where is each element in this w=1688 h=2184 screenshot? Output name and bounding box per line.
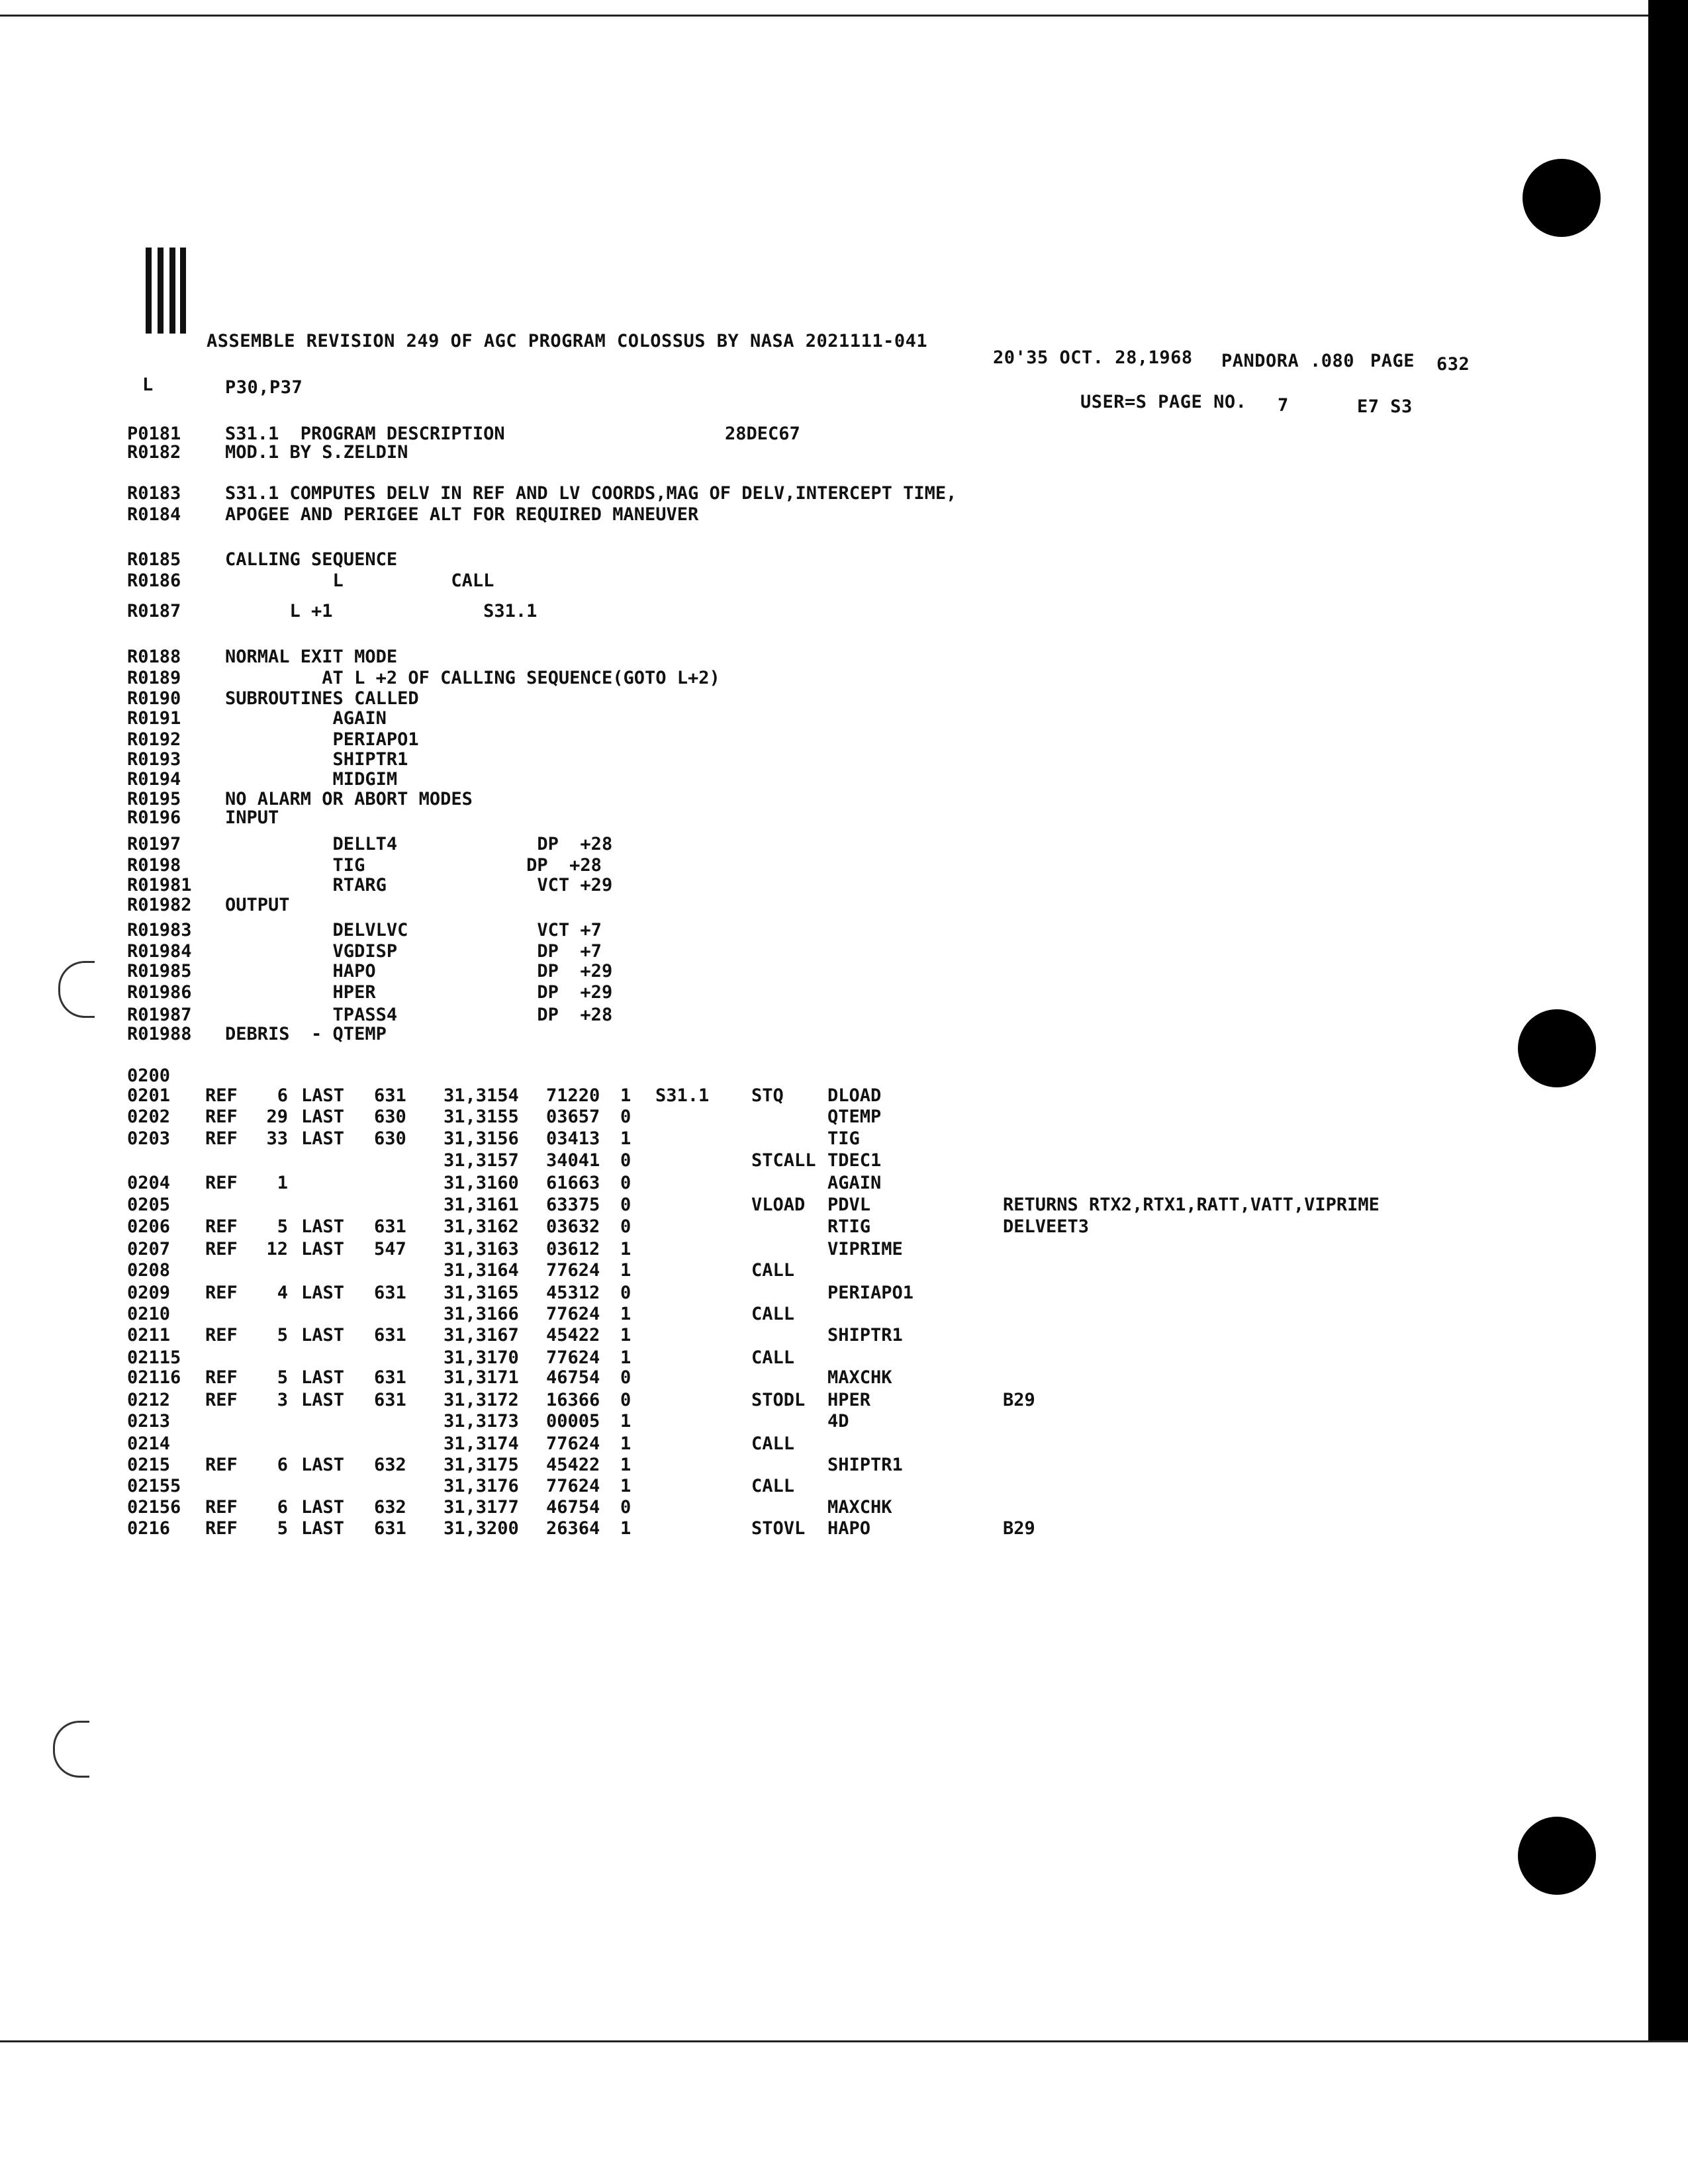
code-id: 0212: [127, 1390, 171, 1410]
line-id: R01986: [127, 982, 192, 1003]
code-oct: 77624: [546, 1433, 600, 1454]
line-id: R0196: [127, 807, 181, 828]
code-oct: 03413: [546, 1128, 600, 1149]
code-arg: SHIPTR1: [827, 1455, 903, 1475]
code-refn: 29: [266, 1107, 288, 1127]
code-oct: 46754: [546, 1497, 600, 1518]
code-bit: 1: [620, 1411, 632, 1432]
code-ref: REF: [205, 1283, 238, 1303]
code-bit: 1: [620, 1476, 632, 1496]
assembly-title: ASSEMBLE REVISION 249 OF AGC PROGRAM COLOSSUS BY NASA 2021111-041: [207, 331, 928, 351]
code-refn: 6: [277, 1497, 288, 1518]
machine-name: PANDORA .080: [1221, 351, 1355, 371]
code-oct: 16366: [546, 1390, 600, 1410]
code-page: 630: [374, 1128, 406, 1149]
code-bit: 1: [620, 1304, 632, 1324]
code-bit: 1: [620, 1260, 632, 1281]
code-arg: PERIAPO1: [827, 1283, 914, 1303]
code-page: 631: [374, 1085, 406, 1106]
code-oct: 61663: [546, 1173, 600, 1193]
code-ref: REF: [205, 1497, 238, 1518]
code-refn: 1: [277, 1173, 288, 1193]
code-last: LAST: [301, 1107, 345, 1127]
code-id: 0201: [127, 1085, 171, 1106]
code-op: STQ: [751, 1085, 784, 1106]
code-bit: 0: [620, 1367, 632, 1388]
code-bit: 1: [620, 1239, 632, 1259]
line-text: HAPO DP +29: [225, 961, 613, 981]
code-bit: 0: [620, 1390, 632, 1410]
code-arg: SHIPTR1: [827, 1325, 903, 1345]
code-addr: 31,3200: [444, 1518, 519, 1539]
code-cmt: B29: [1003, 1390, 1035, 1410]
line-text: DEBRIS - QTEMP: [225, 1024, 387, 1044]
code-refn: 5: [277, 1325, 288, 1345]
line-text: MOD.1 BY S.ZELDIN: [225, 442, 408, 463]
code-last: LAST: [301, 1325, 345, 1345]
code-id: 0209: [127, 1283, 171, 1303]
code-id: 02116: [127, 1367, 181, 1388]
line-date: 28DEC67: [725, 424, 800, 444]
code-bit: 0: [620, 1173, 632, 1193]
code-addr: 31,3175: [444, 1455, 519, 1475]
line-text: SUBROUTINES CALLED: [225, 688, 419, 709]
code-op: CALL: [751, 1347, 795, 1368]
code-oct: 77624: [546, 1476, 600, 1496]
code-arg: AGAIN: [827, 1173, 882, 1193]
line-id: R01984: [127, 941, 192, 962]
line-id: R01988: [127, 1024, 192, 1044]
code-bit: 1: [620, 1325, 632, 1345]
code-refn: 33: [266, 1128, 288, 1149]
code-addr: 31,3163: [444, 1239, 519, 1259]
line-text: PERIAPO1: [225, 729, 419, 750]
line-text: MIDGIM: [225, 769, 398, 790]
code-page: 631: [374, 1283, 406, 1303]
code-addr: 31,3170: [444, 1347, 519, 1368]
code-op: VLOAD: [751, 1195, 806, 1215]
code-refn: 6: [277, 1455, 288, 1475]
code-refn: 12: [266, 1239, 288, 1259]
code-addr: 31,3176: [444, 1476, 519, 1496]
line-text: L +1 S31.1: [225, 601, 538, 621]
code-refn: 6: [277, 1085, 288, 1106]
code-id: 0210: [127, 1304, 171, 1324]
code-arg: RTIG: [827, 1216, 871, 1237]
line-text: OUTPUT: [225, 895, 290, 915]
code-oct: 77624: [546, 1347, 600, 1368]
code-refn: 3: [277, 1390, 288, 1410]
user-page-label: USER=S PAGE NO.: [1080, 392, 1247, 412]
line-id: R0186: [127, 570, 181, 591]
code-addr: 31,3165: [444, 1283, 519, 1303]
code-ref: REF: [205, 1128, 238, 1149]
code-oct: 34041: [546, 1150, 600, 1171]
line-text: TIG DP +28: [225, 855, 602, 876]
line-id: R0191: [127, 708, 181, 729]
line-id: R01982: [127, 895, 192, 915]
log-section-l: L: [142, 375, 154, 395]
line-text: AT L +2 OF CALLING SEQUENCE(GOTO L+2): [225, 668, 720, 688]
code-oct: 77624: [546, 1304, 600, 1324]
page-label: PAGE: [1370, 351, 1415, 371]
code-bit: 0: [620, 1497, 632, 1518]
code-refn: 5: [277, 1216, 288, 1237]
line-text: TPASS4 DP +28: [225, 1005, 613, 1025]
line-id: P0181: [127, 424, 181, 444]
code-refn: 5: [277, 1367, 288, 1388]
code-last: LAST: [301, 1497, 345, 1518]
line-text: INPUT: [225, 807, 279, 828]
code-ref: REF: [205, 1173, 238, 1193]
line-id: R0182: [127, 442, 181, 463]
line-id: R0189: [127, 668, 181, 688]
line-id: R01985: [127, 961, 192, 981]
code-ref: REF: [205, 1455, 238, 1475]
code-bit: 0: [620, 1195, 632, 1215]
code-addr: 31,3162: [444, 1216, 519, 1237]
code-op: STCALL: [751, 1150, 816, 1171]
user-page-extra: E7 S3: [1357, 396, 1413, 417]
code-ref: REF: [205, 1107, 238, 1127]
code-page: 630: [374, 1107, 406, 1127]
line-id: R0185: [127, 549, 181, 570]
line-text: RTARG VCT +29: [225, 875, 613, 895]
line-text: DELLT4 DP +28: [225, 834, 613, 854]
code-arg: TIG: [827, 1128, 860, 1149]
line-text: L CALL: [225, 570, 494, 591]
code-page: 547: [374, 1239, 406, 1259]
code-id: 0215: [127, 1455, 171, 1475]
code-id: 0202: [127, 1107, 171, 1127]
code-bit: 1: [620, 1518, 632, 1539]
code-id: 0204: [127, 1173, 171, 1193]
code-arg: HPER: [827, 1390, 871, 1410]
code-addr: 31,3161: [444, 1195, 519, 1215]
code-id: 0214: [127, 1433, 171, 1454]
code-oct: 26364: [546, 1518, 600, 1539]
code-page: 631: [374, 1216, 406, 1237]
code-bit: 1: [620, 1347, 632, 1368]
line-id: R01981: [127, 875, 192, 895]
code-cmt: DELVEET3: [1003, 1216, 1090, 1237]
line-text: S31.1 COMPUTES DELV IN REF AND LV COORDS,MAG OF DELV,INTERCEPT TIME,: [225, 483, 957, 504]
code-oct: 45422: [546, 1455, 600, 1475]
code-ref: REF: [205, 1216, 238, 1237]
code-refn: 5: [277, 1518, 288, 1539]
code-id: 0216: [127, 1518, 171, 1539]
code-arg: MAXCHK: [827, 1367, 892, 1388]
code-last: LAST: [301, 1367, 345, 1388]
code-last: LAST: [301, 1128, 345, 1149]
code-id: 0200: [127, 1066, 171, 1086]
line-id: R0192: [127, 729, 181, 750]
code-addr: 31,3157: [444, 1150, 519, 1171]
line-id: R0194: [127, 769, 181, 790]
code-bit: 0: [620, 1283, 632, 1303]
code-id: 0206: [127, 1216, 171, 1237]
code-bit: 0: [620, 1150, 632, 1171]
code-bit: 0: [620, 1216, 632, 1237]
code-id: 0208: [127, 1260, 171, 1281]
code-id: 0211: [127, 1325, 171, 1345]
code-oct: 03632: [546, 1216, 600, 1237]
line-id: R0198: [127, 855, 181, 876]
code-ref: REF: [205, 1367, 238, 1388]
line-id: R0188: [127, 647, 181, 667]
line-text: HPER DP +29: [225, 982, 613, 1003]
code-last: LAST: [301, 1455, 345, 1475]
line-id: R0187: [127, 601, 181, 621]
code-addr: 31,3166: [444, 1304, 519, 1324]
code-id: 0205: [127, 1195, 171, 1215]
code-page: 631: [374, 1518, 406, 1539]
line-id: R0183: [127, 483, 181, 504]
code-refn: 4: [277, 1283, 288, 1303]
line-id: R01983: [127, 920, 192, 940]
code-oct: 03657: [546, 1107, 600, 1127]
code-arg: PDVL: [827, 1195, 871, 1215]
code-id: 0207: [127, 1239, 171, 1259]
line-id: R01987: [127, 1005, 192, 1025]
code-arg: HAPO: [827, 1518, 871, 1539]
line-text: AGAIN: [225, 708, 387, 729]
code-id: 0203: [127, 1128, 171, 1149]
code-addr: 31,3164: [444, 1260, 519, 1281]
line-id: R0190: [127, 688, 181, 709]
log-section: P30,P37: [225, 377, 303, 398]
code-bit: 1: [620, 1085, 632, 1106]
code-bit: 1: [620, 1433, 632, 1454]
code-last: LAST: [301, 1390, 345, 1410]
code-addr: 31,3171: [444, 1367, 519, 1388]
code-last: LAST: [301, 1085, 345, 1106]
code-arg: MAXCHK: [827, 1497, 892, 1518]
code-op: CALL: [751, 1476, 795, 1496]
code-oct: 46754: [546, 1367, 600, 1388]
code-page: 631: [374, 1367, 406, 1388]
line-text: CALLING SEQUENCE: [225, 549, 398, 570]
line-text: NO ALARM OR ABORT MODES: [225, 789, 473, 809]
code-bit: 1: [620, 1455, 632, 1475]
code-page: 632: [374, 1497, 406, 1518]
code-oct: 63375: [546, 1195, 600, 1215]
code-addr: 31,3172: [444, 1390, 519, 1410]
code-last: LAST: [301, 1216, 345, 1237]
code-op: STOVL: [751, 1518, 806, 1539]
code-oct: 45312: [546, 1283, 600, 1303]
code-bit: 0: [620, 1107, 632, 1127]
code-ref: REF: [205, 1325, 238, 1345]
code-addr: 31,3156: [444, 1128, 519, 1149]
code-op: STODL: [751, 1390, 806, 1410]
line-text: APOGEE AND PERIGEE ALT FOR REQUIRED MANEUVER: [225, 504, 699, 525]
line-id: R0193: [127, 749, 181, 770]
code-arg: VIPRIME: [827, 1239, 903, 1259]
code-oct: 03612: [546, 1239, 600, 1259]
code-cmt: B29: [1003, 1518, 1035, 1539]
code-arg: QTEMP: [827, 1107, 882, 1127]
code-addr: 31,3177: [444, 1497, 519, 1518]
code-op: CALL: [751, 1260, 795, 1281]
code-ref: REF: [205, 1239, 238, 1259]
code-arg: TDEC1: [827, 1150, 882, 1171]
code-op: CALL: [751, 1433, 795, 1454]
code-arg: DLOAD: [827, 1085, 882, 1106]
code-oct: 77624: [546, 1260, 600, 1281]
code-bit: 1: [620, 1128, 632, 1149]
code-last: LAST: [301, 1518, 345, 1539]
code-addr: 31,3155: [444, 1107, 519, 1127]
line-text: VGDISP DP +7: [225, 941, 602, 962]
code-cmt: RETURNS RTX2,RTX1,RATT,VATT,VIPRIME: [1003, 1195, 1380, 1215]
code-addr: 31,3173: [444, 1411, 519, 1432]
code-addr: 31,3174: [444, 1433, 519, 1454]
code-ref: REF: [205, 1085, 238, 1106]
line-id: R0197: [127, 834, 181, 854]
assembly-timestamp: 20'35 OCT. 28,1968: [993, 347, 1193, 368]
code-id: 02155: [127, 1476, 181, 1496]
code-ref: REF: [205, 1390, 238, 1410]
line-text: SHIPTR1: [225, 749, 408, 770]
page-number: 632: [1436, 354, 1470, 375]
code-op: CALL: [751, 1304, 795, 1324]
line-id: R0195: [127, 789, 181, 809]
code-addr: 31,3154: [444, 1085, 519, 1106]
code-oct: 00005: [546, 1411, 600, 1432]
code-page: 631: [374, 1325, 406, 1345]
code-id: 0213: [127, 1411, 171, 1432]
code-last: LAST: [301, 1239, 345, 1259]
code-page: 632: [374, 1455, 406, 1475]
line-text: NORMAL EXIT MODE: [225, 647, 398, 667]
code-arg: 4D: [827, 1411, 849, 1432]
line-text: S31.1 PROGRAM DESCRIPTION: [225, 424, 505, 444]
user-page-number: 7: [1278, 395, 1289, 416]
code-addr: 31,3167: [444, 1325, 519, 1345]
line-text: DELVLVC VCT +7: [225, 920, 602, 940]
line-id: R0184: [127, 504, 181, 525]
code-id: 02156: [127, 1497, 181, 1518]
code-last: LAST: [301, 1283, 345, 1303]
code-oct: 45422: [546, 1325, 600, 1345]
code-oct: 71220: [546, 1085, 600, 1106]
code-id: 02115: [127, 1347, 181, 1368]
code-lbl: S31.1: [655, 1085, 710, 1106]
code-page: 631: [374, 1390, 406, 1410]
code-ref: REF: [205, 1518, 238, 1539]
code-addr: 31,3160: [444, 1173, 519, 1193]
